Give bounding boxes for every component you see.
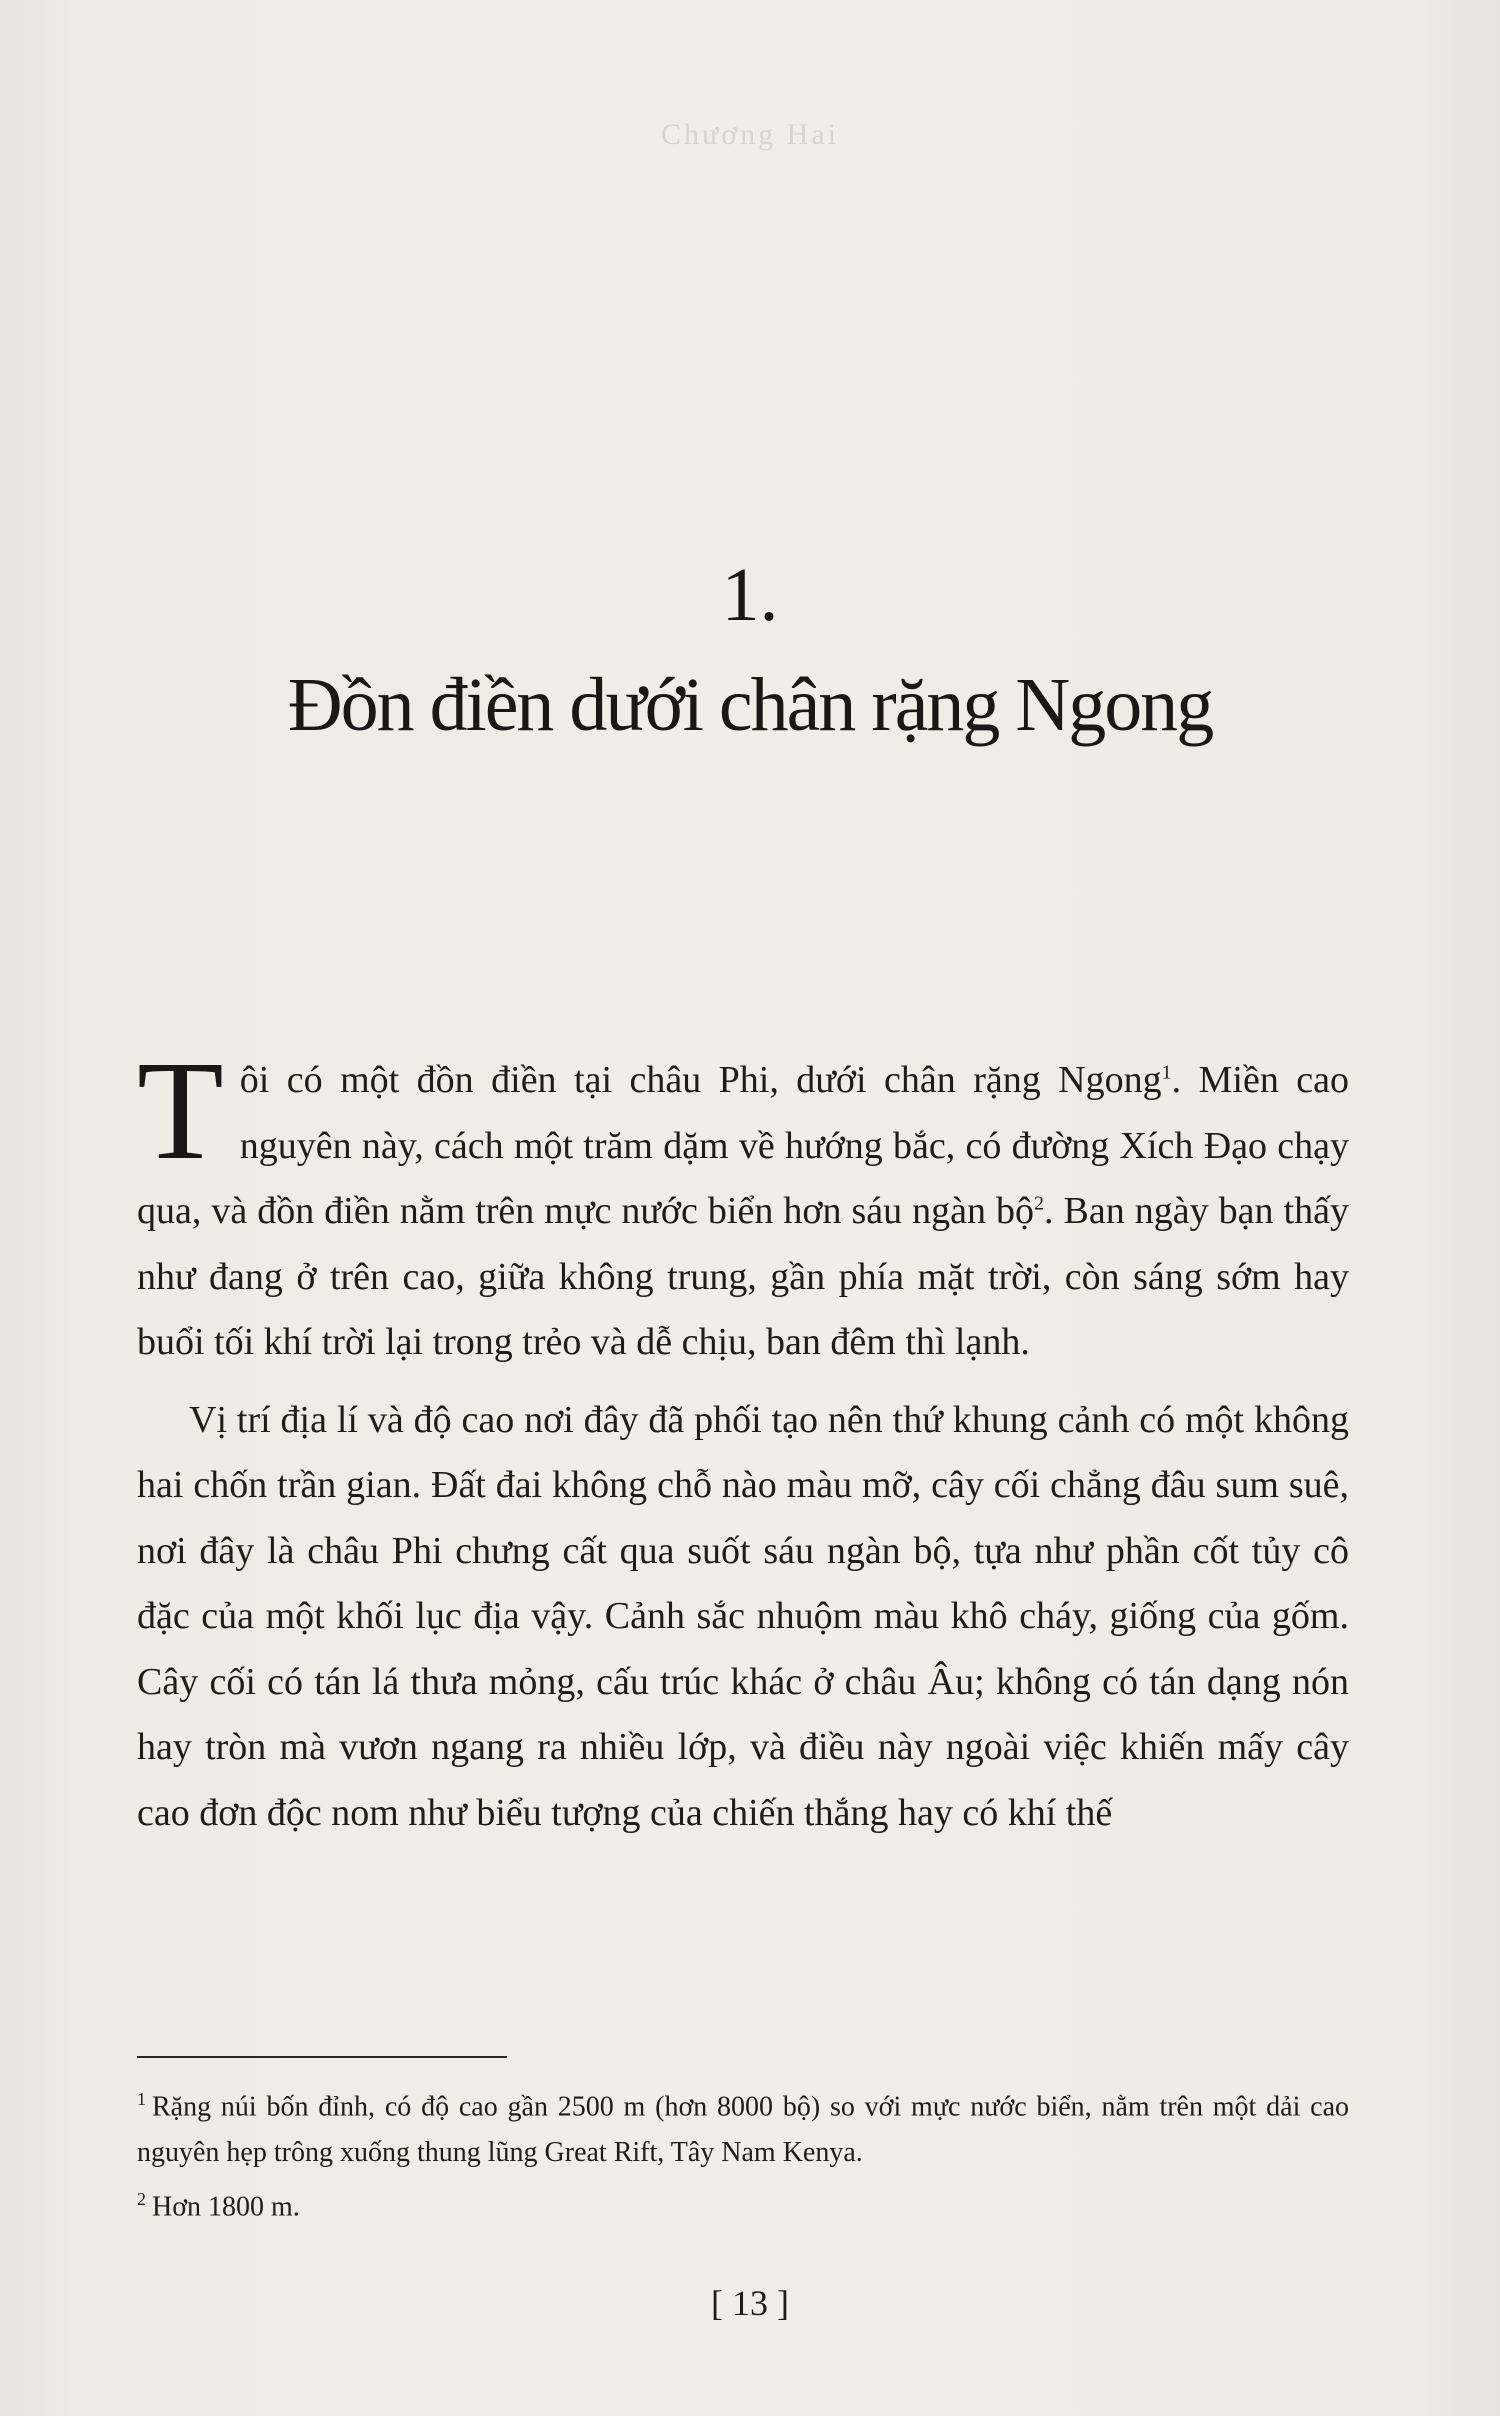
paragraph-1-text-a: ôi có một đồn điền tại châu Phi, dưới chân rặng Ngong <box>239 1059 1162 1101</box>
footnote-2 <box>137 2176 1349 2230</box>
footnote-divider <box>137 2056 507 2058</box>
drop-cap: T <box>137 1031 224 1189</box>
footnotes <box>137 2076 1349 2231</box>
footnote-ref-2: 2 <box>1034 1192 1045 1215</box>
running-head-showthrough: Chương Hai <box>661 118 839 151</box>
paragraph-2: Vị trí địa lí và độ cao nơi đây đã phối tạo nên thứ khung cảnh có một không hai chốn trần gian. Đất đai không chỗ nào màu mỡ, cây cối chẳng đâu sum suê, nơi đây là châu Phi chưng cất qua suốt sáu ngàn bộ, tựa như phần cốt tủy cô đặc của một khối lục địa vậy. Cảnh sắc nhuộm màu khô cháy, giống của gốm. Cây cối có tán lá thưa mỏng, cấu trúc khác ở châu Âu; không có tán dạng nón hay tròn mà vươn ngang ra nhiều lớp, và điều này ngoài việc khiến mấy cây cao đơn độc nom như biểu tượng của chiến thắng hay có khí thế <box>137 1398 1349 1834</box>
paragraph-1 <box>137 1031 1350 1376</box>
body-text <box>137 1031 1350 1858</box>
footnote-1-number: 1 <box>137 2089 146 2109</box>
page-number: [ 13 ] <box>711 2283 789 2323</box>
footnote-1-text: Rặng núi bốn đỉnh, có độ cao gần 2500 m (hơn 8000 bộ) so với mực nước biển, nằm trên một dải cao nguyên hẹp trông xuống thung lũng Great Rift, Tây Nam Kenya. <box>137 2091 1349 2169</box>
footnote-ref-1: 1 <box>1161 1061 1172 1084</box>
chapter-title: Đồn điền dưới chân rặng Ngong <box>287 663 1213 747</box>
chapter-number: 1. <box>721 553 779 637</box>
paragraph-1-text-c: . Ban ngày bạn thấy như đang ở trên cao, giữa không trung, gần phía mặt trời, còn sáng sớm hay buổi tối khí trời lại trong trẻo và dễ chịu, ban đêm thì lạnh. <box>137 1190 1349 1363</box>
footnote-2-text: Hơn 1800 m. <box>152 2191 300 2223</box>
footnote-1 <box>137 2076 1349 2176</box>
footnote-2-number: 2 <box>137 2189 146 2210</box>
paragraph-1-text-b: . Miền cao nguyên này, cách một trăm dặm về hướng bắc, có đường Xích Đạo chạy qua, và đồn điền nằm trên mực nước biển hơn sáu ngàn bộ <box>137 1059 1350 1232</box>
